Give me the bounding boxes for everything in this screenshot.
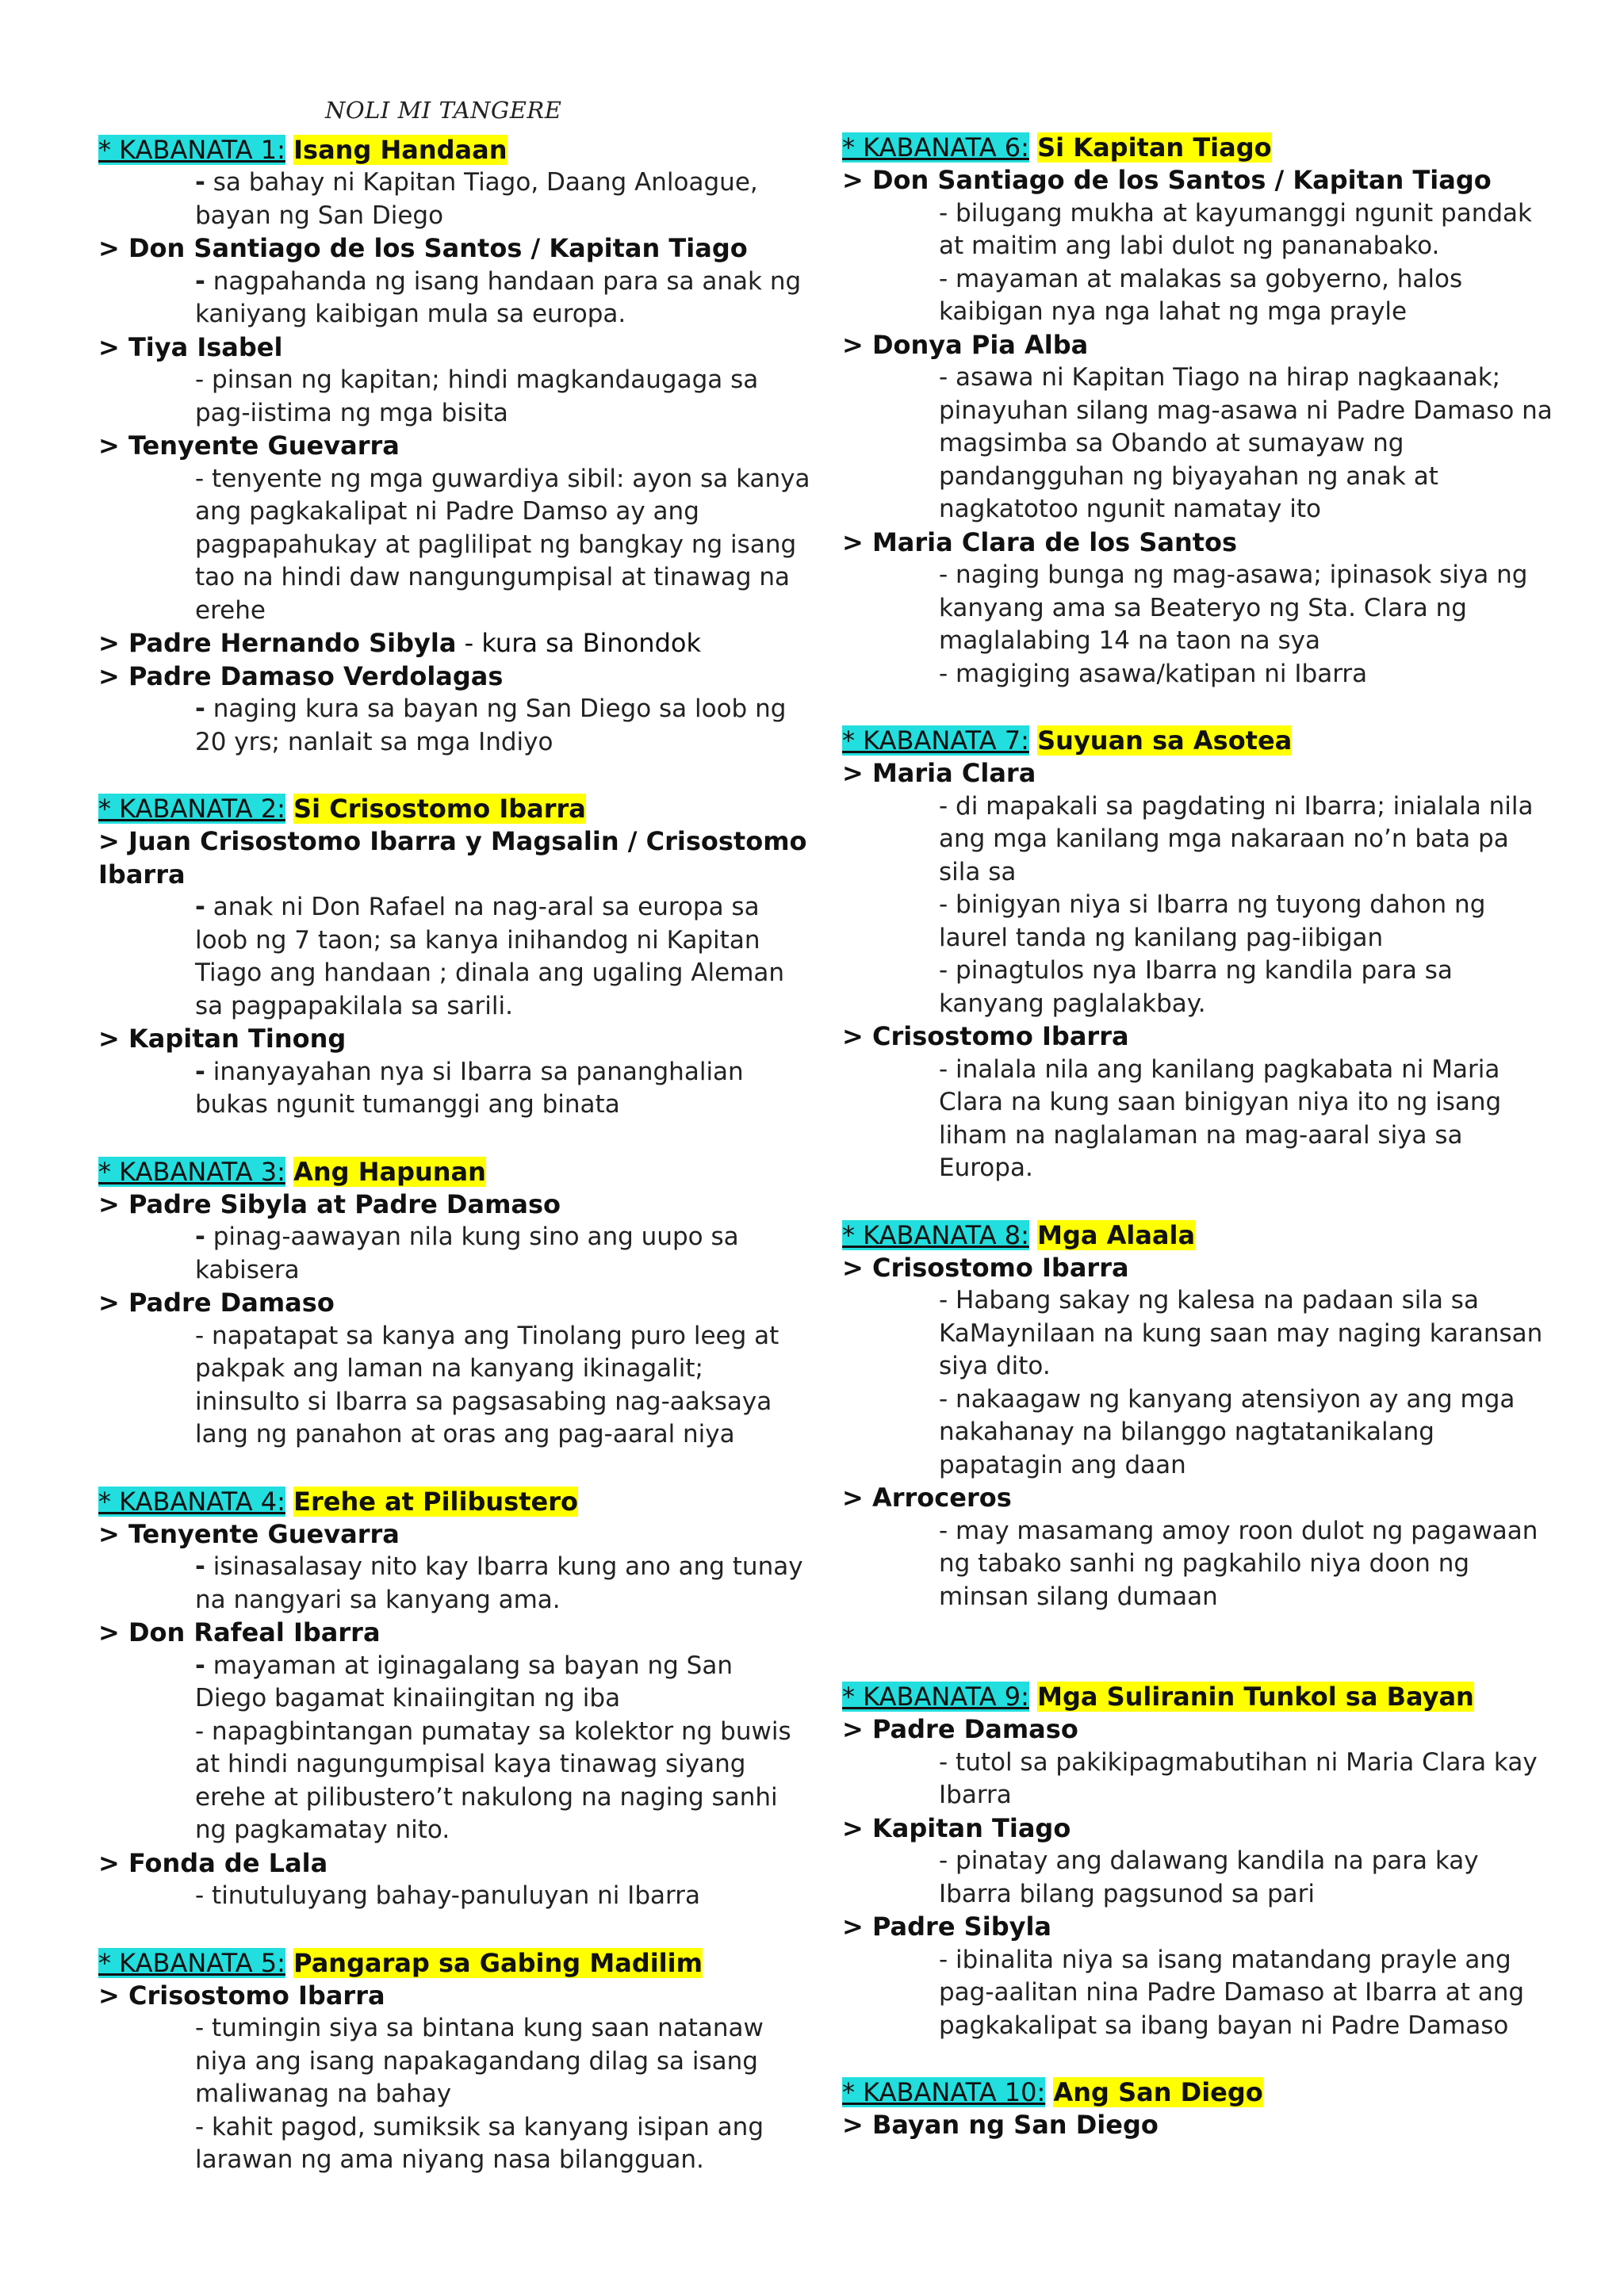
character-label: > Padre Damaso Verdolagas: [98, 660, 504, 691]
description-text: - di mapakali sa pagdating ni Ibarra; inialala nila ang mga kanilang mga nakaraan no’n bata pa sila sa: [939, 791, 1534, 886]
character-label: > Padre Sibyla at Padre Damaso: [98, 1188, 561, 1219]
description-text: - may masamang amoy roon dulot ng pagawaan ng tabako sanhi ng pagkahilo niya doon ng minsan silang dumaan: [939, 1516, 1538, 1611]
character-name: [98, 430, 812, 463]
chapter-section: [842, 2076, 1556, 2142]
chapter-section: [98, 1485, 812, 1913]
character-note: - kura sa Binondok: [456, 628, 701, 658]
character-label: > Fonda de Lala: [98, 1847, 328, 1878]
bullet-dash: -: [195, 695, 205, 723]
chapter-title: Mga Alaala: [1037, 1219, 1196, 1250]
bullet-dash: -: [195, 168, 205, 197]
chapter-title: Suyuan sa Asotea: [1037, 725, 1293, 756]
description-text: - kahit pagod, sumiksik sa kanyang isipan ang larawan ng ama niyang nasa bilangguan.: [195, 2112, 764, 2174]
character-label: > Tenyente Guevarra: [98, 430, 400, 461]
character-label: > Bayan ng San Diego: [842, 2110, 1159, 2140]
description-text: - naging kura sa bayan ng San Diego sa loob ng 20 yrs; nanlait sa mga Indiyo: [195, 695, 787, 756]
chapter-heading: [98, 792, 812, 825]
description-text: - tenyente ng mga guwardiya sibil: ayon sa kanya ang pagkakalipat ni Padre Damso ay ang pagpapahukay at paglilipat ng bangkay ng isang tao na hindi daw nangungumpisal at tinawag na erehe: [195, 464, 810, 625]
character-label: > Padre Sibyla: [842, 1911, 1052, 1942]
description-text: - pinag-aawayan nila kung sino ang uupo sa kabisera: [195, 1223, 739, 1284]
description-text: - tinutuluyang bahay-panuluyan ni Ibarra: [195, 1881, 700, 1910]
description-text: - bilugang mukha at kayumanggi ngunit pandak at maitim ang labi dulot ng pananabako.: [939, 198, 1532, 260]
chapter-number: * KABANATA 1:: [98, 135, 285, 165]
description-text: - isinasalasay nito kay Ibarra kung ano ang tunay na nangyari sa kanyang ama.: [195, 1552, 803, 1614]
character-name: [98, 627, 812, 660]
character-name: [98, 232, 812, 266]
description-text: - pinagtulos nya Ibarra ng kandila para sa kanyang paglalakbay.: [939, 956, 1453, 1018]
description-text: - pinatay ang dalawang kandila na para kay Ibarra bilang pagsunod sa pari: [939, 1846, 1479, 1908]
chapter-number: * KABANATA 5:: [98, 1947, 285, 1978]
bullet-dash: -: [195, 1057, 205, 1086]
character-name: [842, 164, 1556, 197]
character-name: [842, 1252, 1556, 1285]
right-column: [842, 131, 1556, 2142]
description-text: - binigyan niya si Ibarra ng tuyong dahon ng laurel tanda ng kanilang pag-iibigan: [939, 890, 1486, 952]
chapter-section: [842, 1219, 1556, 1614]
description-text: - tutol sa pakikipagmabutihan ni Maria Clara kay Ibarra: [939, 1747, 1538, 1809]
description-text: - Habang sakay ng kalesa na padaan sila sa KaMaynilaan na kung saan may naging karansan siya dito.: [939, 1286, 1543, 1380]
chapter-heading: [98, 133, 812, 166]
description-text: - pinsan ng kapitan; hindi magkandaugaga sa pag-iistima ng mga bisita: [195, 365, 759, 427]
chapter-section: [842, 1680, 1556, 2042]
character-name: [98, 1287, 812, 1320]
description-text: - magiging asawa/katipan ni Ibarra: [939, 659, 1368, 688]
description-text: - napatapat sa kanya ang Tinolang puro leeg at pakpak ang laman na kanyang ikinagalit; ininsulto si Ibarra sa pagsasabing nag-aaksaya lang ng panahon at oras ang pag-aaral niya: [195, 1321, 779, 1448]
chapter-number: * KABANATA 10:: [842, 2077, 1046, 2107]
character-name: [842, 1812, 1556, 1846]
description-text: - mayaman at malakas sa gobyerno, halos kaibigan nya nga lahat ng mga prayle: [939, 264, 1463, 326]
character-label: > Tenyente Guevarra: [98, 1518, 400, 1549]
bullet-dash: -: [195, 893, 205, 921]
chapter-section: [842, 131, 1556, 691]
character-label: > Don Rafeal Ibarra: [98, 1617, 381, 1647]
description-text: - asawa ni Kapitan Tiago na hirap nagkaanak; pinayuhan silang mag-asawa ni Padre Damaso na magsimba sa Obando at sumayaw ng pandangguhan ng biyayahan ng anak at nagkatotoo ngunit namatay ito: [939, 363, 1553, 523]
character-label: > Kapitan Tiago: [842, 1812, 1071, 1843]
chapter-title: Pangarap sa Gabing Madilim: [293, 1947, 703, 1978]
character-label: > Donya Pia Alba: [842, 329, 1089, 360]
description-text: - sa bahay ni Kapitan Tiago, Daang Anloague, bayan ng San Diego: [195, 168, 758, 230]
character-name: [98, 1847, 812, 1881]
character-label: > Juan Crisostomo Ibarra y Magsalin / Crisostomo Ibarra: [98, 826, 807, 890]
chapter-section: [98, 792, 812, 1122]
character-name: [98, 1980, 812, 2013]
chapter-number: * KABANATA 9:: [842, 1682, 1029, 1712]
character-label: > Don Santiago de los Santos / Kapitan Tiago: [842, 165, 1492, 195]
description-text: - inalala nila ang kanilang pagkabata ni Maria Clara na kung saan binigyan niya ito ng isang liham na naglalaman na mag-aaral siya sa Europa.: [939, 1054, 1502, 1182]
character-name: [842, 1020, 1556, 1054]
chapter-heading: [98, 1485, 812, 1518]
character-label: > Maria Clara: [842, 758, 1036, 788]
character-name: [98, 825, 812, 891]
chapter-section: [98, 1946, 812, 2177]
chapter-section: [842, 724, 1556, 1185]
character-name: [842, 2109, 1556, 2142]
chapter-number: * KABANATA 3:: [98, 1156, 285, 1187]
left-column: [98, 133, 812, 2177]
bullet-dash: -: [195, 1552, 205, 1581]
chapter-heading: [842, 2076, 1556, 2109]
character-label: > Crisostomo Ibarra: [842, 1021, 1129, 1051]
character-name: [98, 1188, 812, 1222]
character-name: [98, 1518, 812, 1552]
description-text: - naging bunga ng mag-asawa; ipinasok siya ng kanyang ama sa Beateryo ng Sta. Clara ng maglalabing 14 na taon na sya: [939, 561, 1528, 655]
bullet-dash: -: [195, 1223, 205, 1251]
chapter-title: Ang Hapunan: [293, 1156, 486, 1187]
character-label: > Crisostomo Ibarra: [842, 1252, 1129, 1283]
chapter-section: [98, 1155, 812, 1452]
character-name: [98, 331, 812, 365]
chapter-number: * KABANATA 8:: [842, 1219, 1029, 1250]
chapter-number: * KABANATA 6:: [842, 132, 1029, 163]
character-label: > Crisostomo Ibarra: [98, 1980, 385, 2011]
chapter-title: Ang San Diego: [1053, 2077, 1263, 2107]
description-text: - ibinalita niya sa isang matandang prayle ang pag-aalitan nina Padre Damaso at Ibarra at ang pagkakalipat sa ibang bayan ni Padre Damaso: [939, 1945, 1525, 2040]
character-label: > Kapitan Tinong: [98, 1024, 347, 1054]
character-name: [98, 1023, 812, 1056]
character-name: [842, 1911, 1556, 1944]
character-name: [842, 526, 1556, 560]
chapter-heading: [98, 1155, 812, 1188]
character-label: > Tiya Isabel: [98, 331, 283, 362]
chapter-section: [98, 133, 812, 759]
bullet-dash: -: [195, 1651, 205, 1680]
chapter-title: Si Crisostomo Ibarra: [293, 794, 586, 824]
description-text: - mayaman at iginagalang sa bayan ng San Diego bagamat kinaiingitan ng iba: [195, 1651, 733, 1712]
character-label: > Padre Damaso: [842, 1714, 1078, 1744]
character-name: [98, 1617, 812, 1650]
chapter-title: Mga Suliranin Tunkol sa Bayan: [1037, 1682, 1474, 1712]
character-label: > Arroceros: [842, 1483, 1012, 1513]
chapter-title: Erehe at Pilibustero: [293, 1486, 578, 1517]
chapter-title: Si Kapitan Tiago: [1037, 132, 1272, 163]
character-name: [842, 1713, 1556, 1747]
character-label: > Padre Damaso: [98, 1288, 335, 1318]
character-name: [842, 1482, 1556, 1515]
chapter-title: Isang Handaan: [293, 135, 508, 165]
character-name: [98, 660, 812, 694]
description-text: - tumingin siya sa bintana kung saan natanaw niya ang isang napakagandang dilag sa isang maliwanag na bahay: [195, 2014, 764, 2108]
chapter-heading: [842, 1219, 1556, 1252]
description-text: - napagbintangan pumatay sa kolektor ng buwis at hindi nagungumpisal kaya tinawag siyang erehe at pilibustero’t nakulong na naging sanhi ng pagkamatay nito.: [195, 1716, 791, 1844]
chapter-number: * KABANATA 4:: [98, 1486, 285, 1517]
chapter-heading: [98, 1946, 812, 1980]
character-name: [842, 757, 1556, 790]
character-name: [842, 329, 1556, 362]
bullet-dash: -: [195, 266, 205, 296]
character-label: > Maria Clara de los Santos: [842, 526, 1238, 557]
character-label: > Padre Hernando Sibyla: [98, 628, 457, 658]
description-text: - nagpahanda ng isang handaan para sa anak ng kaniyang kaibigan mula sa europa.: [195, 266, 802, 328]
chapter-heading: [842, 1680, 1556, 1713]
chapter-number: * KABANATA 7:: [842, 725, 1029, 756]
description-text: - inanyayahan nya si Ibarra sa pananghalian bukas ngunit tumanggi ang binata: [195, 1057, 744, 1119]
page-title: NOLI MI TANGERE: [325, 97, 562, 124]
description-text: - anak ni Don Rafael na nag-aral sa europa sa loob ng 7 taon; sa kanya inihandog ni Kapitan Tiago ang handaan ; dinala ang ugaling Aleman sa pagpapakilala sa sarili.: [195, 893, 785, 1020]
description-text: - nakaagaw ng kanyang atensiyon ay ang mga nakahanay na bilanggo nagtatanikalang papatagin ang daan: [939, 1384, 1515, 1479]
chapter-number: * KABANATA 2:: [98, 794, 285, 824]
chapter-heading: [842, 131, 1556, 164]
character-label: > Don Santiago de los Santos / Kapitan Tiago: [98, 233, 748, 263]
chapter-heading: [842, 724, 1556, 757]
